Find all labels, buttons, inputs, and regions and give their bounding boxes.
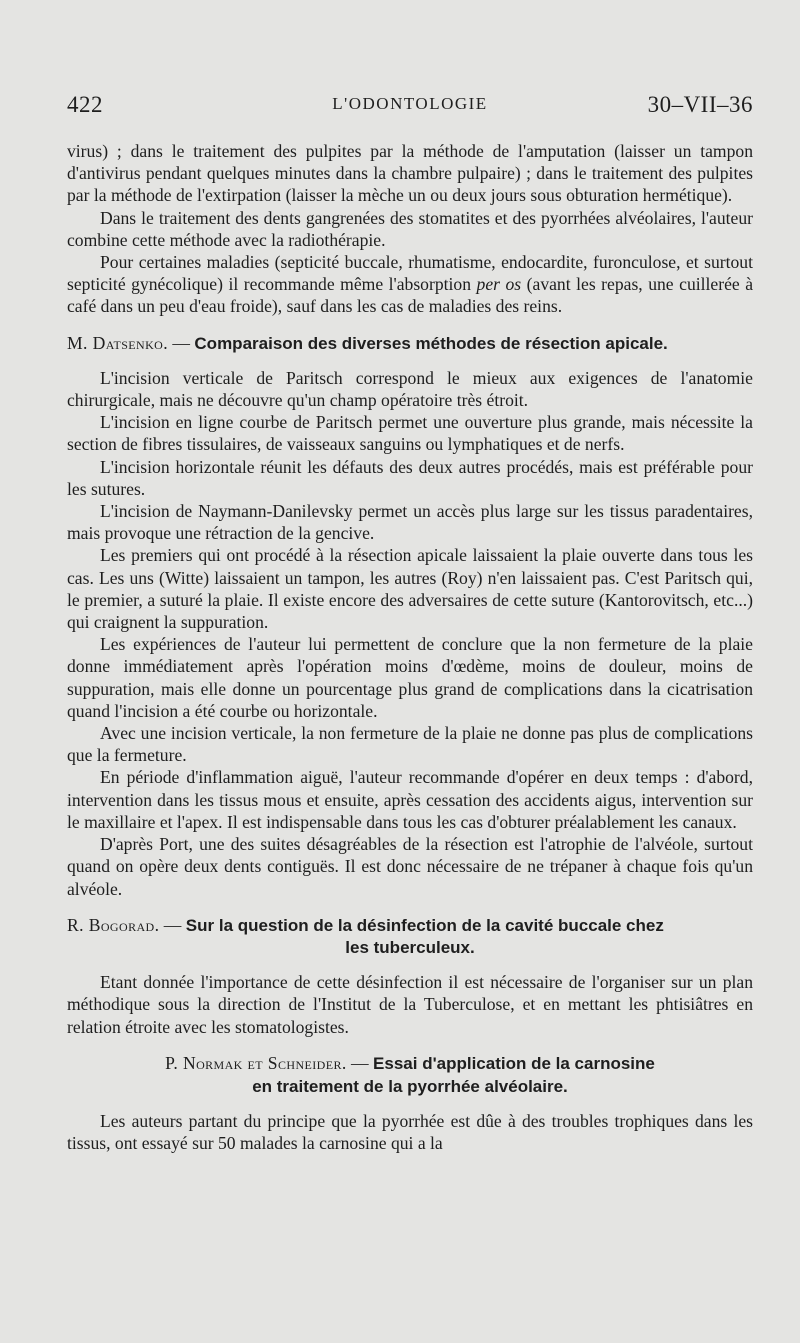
article-body [67, 140, 753, 1155]
paragraph: Etant donnée l'importance de cette désinfection il est nécessaire de l'organiser sur un plan méthodique sous la direction de l'Institut de la Tuberculose, et en mettant les phtisiâtres en relation étroite avec les stomatologistes. [67, 972, 753, 1037]
paragraph: En période d'inflammation aiguë, l'auteur recommande d'opérer en deux temps : d'abord, intervention dans les tissus mous et ensuite, après cessation des accidents aigus, intervention sur le maxillaire et l'apex. Il est indispensable dans tous les cas d'obturer préalablement les canaux. [67, 767, 753, 832]
paragraph: Les auteurs partant du principe que la pyorrhée est dûe à des troubles trophiques dans les tissus, ont essayé sur 50 malades la carnosine qui a la [67, 1111, 753, 1154]
page-number: 422 [67, 92, 103, 117]
paragraph: L'incision verticale de Paritsch correspond le mieux aux exigences de l'anatomie chirurgicale, mais ne découvre qu'un champ opératoire très étroit. [67, 367, 753, 411]
section-title-continued: en traitement de la pyorrhée alvéolaire. [252, 1076, 568, 1096]
paragraph: Dans le traitement des dents gangrenées des stomatites et des pyorrhées alvéolaires, l'auteur combine cette méthode avec la radiothérapie. [67, 207, 753, 250]
paragraph-text: (avant les repas, une cuillerée à café dans un peu d'eau froide), sauf dans les cas de maladies des reins. [67, 274, 754, 317]
paragraph: L'incision de Naymann-Danilevsky permet un accès plus large sur les tissus paradentaires, mais provoque une rétraction de la gencive. [67, 501, 753, 544]
paragraph [67, 251, 753, 318]
journal-title: L'ODONTOLOGIE [332, 94, 488, 113]
italic-phrase: per os [476, 274, 522, 295]
section-author: R. Bogorad. [67, 914, 160, 935]
paragraph: Avec une incision verticale, la non fermeture de la plaie ne donne pas plus de complications que la fermeture. [67, 723, 753, 766]
section-author: M. Datsenko. [67, 332, 169, 353]
paragraph: Les premiers qui ont procédé à la résection apicale laissaient la plaie ouverte dans tous les cas. Les uns (Witte) laissaient un tampon, les autres (Roy) n'en laissaient pas. C'est Paritsch qui, le premier, a suturé la plaie. Il existe encore des adversaires de cette suture (Kantorovitsch, etc...) qui craignent la suppuration. [67, 545, 753, 633]
section-heading [67, 914, 753, 959]
section-heading [67, 1052, 753, 1098]
heading-dash: — [168, 332, 195, 353]
paragraph: D'après Port, une des suites désagréables de la résection est l'atrophie de l'alvéole, surtout quand on opère deux dents contiguës. Il est donc nécessaire de ne trépaner à chaque fois qu'un alvéole. [67, 834, 753, 899]
section-title-continued: les tuberculeux. [345, 937, 475, 957]
section-heading [67, 332, 753, 355]
running-header [67, 92, 753, 118]
heading-dash: — [346, 1052, 374, 1073]
paragraph-text: Pour certaines maladies (septicité buccale, rhumatisme, endocardite, furonculose, et surtout septicité gynécolique) il recommande même l'absorption [67, 252, 753, 295]
paragraph: L'incision en ligne courbe de Paritsch permet une ouverture plus grande, mais nécessite la section de fibres tissulaires, de vaisseaux sanguins ou lymphatiques et de nerfs. [67, 412, 753, 455]
paragraph: virus) ; dans le traitement des pulpites par la méthode de l'amputation (laisser un tampon d'antivirus pendant quelques minutes dans la chambre pulpaire) ; dans le traitement des pulpites par la méthode de l'extirpation (laisser la mèche un ou deux jours sous obturation hermétique). [67, 141, 753, 206]
paragraph: Les expériences de l'auteur lui permettent de conclure que la non fermeture de la plaie donne immédiatement après l'opération moins d'œdème, moins de douleur, moins de suppuration, mais elle donne un pourcentage plus grand de complications dans la cicatrisation quand l'incision a été courbe ou horizontale. [67, 634, 753, 721]
section-title: Essai d'application de la carnosine [373, 1053, 655, 1073]
section-title: Comparaison des diverses méthodes de résection apicale. [194, 333, 668, 353]
section-author: P. Normak et Schneider. [165, 1052, 347, 1073]
heading-dash: — [159, 914, 186, 935]
paragraph: L'incision horizontale réunit les défauts des deux autres procédés, mais est préférable pour les sutures. [67, 456, 753, 499]
section-title: Sur la question de la désinfection de la cavité buccale chez [185, 915, 664, 935]
issue-date: 30–VII–36 [647, 92, 753, 117]
